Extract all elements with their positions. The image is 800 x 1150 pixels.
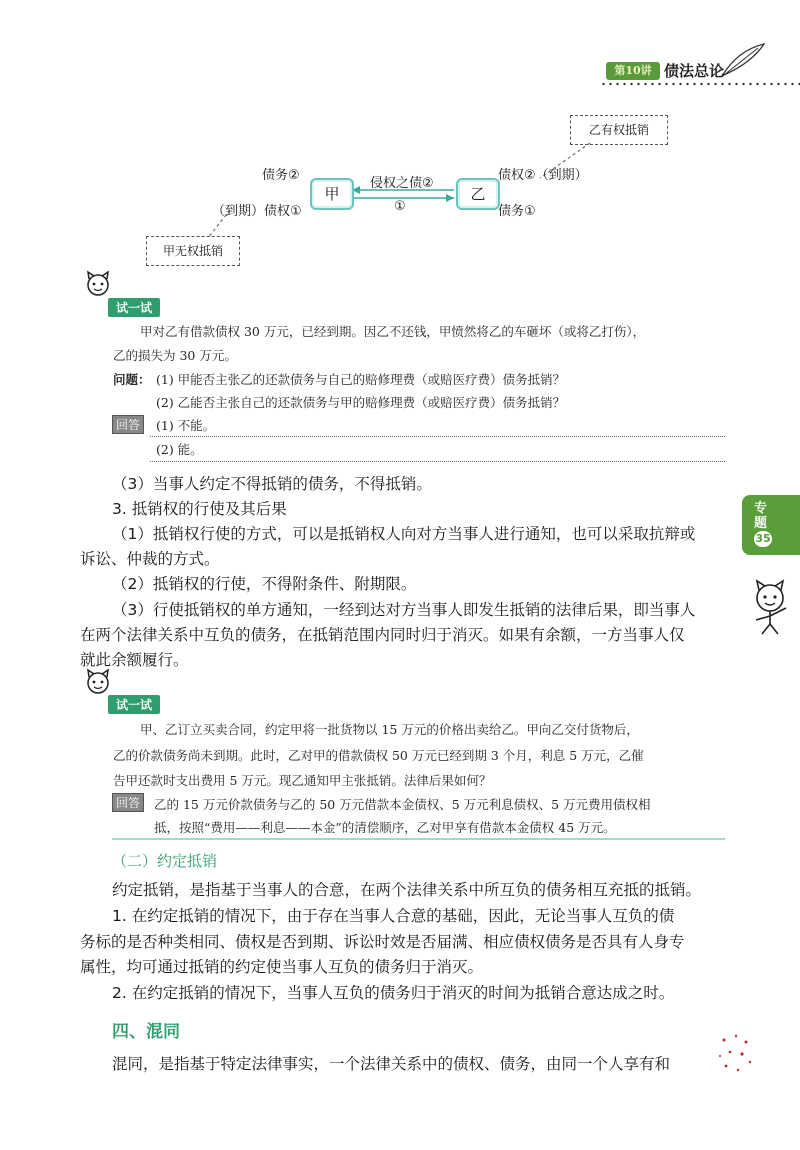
answer-text: 抵，按照“费用——利息——本金”的清偿顺序，乙对甲享有借款本金债权 45 万元。 xyxy=(154,820,616,835)
body-paragraph: （3）行使抵销权的单方通知，一经到达对方当事人即发生抵销的法律后果，即当事人 xyxy=(112,601,696,619)
answer-item: (1) 不能。 xyxy=(156,418,216,433)
mascot-side-icon xyxy=(748,578,798,636)
body-paragraph: 就此余额履行。 xyxy=(80,651,189,669)
try-it-tag: 试一试 xyxy=(108,298,160,317)
answer-tag: 回答 xyxy=(112,793,144,812)
diagram-note-left: 甲无权抵销 xyxy=(146,236,240,266)
subsection-heading: （二）约定抵销 xyxy=(112,852,218,870)
body-paragraph: 属性，均可通过抵销的约定使当事人互负的债务归于消灭。 xyxy=(80,958,484,976)
question-item: (1) 甲能否主张乙的还款债务与自己的赔修理费（或赔医疗费）债务抵销？ xyxy=(156,372,566,387)
dotted-rule xyxy=(150,436,725,437)
exercise-text: 乙的价款债务尚未到期。此时，乙对甲的借款债权 50 万元已经到期 3 个月，利息 5 万元，乙催 xyxy=(113,748,644,763)
body-paragraph: 诉讼、仲裁的方式。 xyxy=(80,550,220,568)
body-paragraph: （3）当事人约定不得抵销的债务，不得抵销。 xyxy=(112,475,432,493)
party-b-node: 乙 xyxy=(456,178,500,210)
a-debt-label: 债务② xyxy=(262,168,300,183)
body-paragraph: 1. 在约定抵销的情况下，由于存在当事人合意的基础，因此，无论当事人互负的债 xyxy=(112,907,675,925)
exercise-text: 甲、乙订立买卖合同，约定甲将一批货物以 15 万元的价格出卖给乙。甲向乙交付货物后， xyxy=(140,722,639,737)
answer-tag: 回答 xyxy=(112,415,144,434)
diagram-note-right: 乙有权抵销 xyxy=(570,115,668,145)
party-a-node: 甲 xyxy=(310,178,354,210)
answer-item: (2) 能。 xyxy=(156,442,203,457)
chapter-badge: 第10讲 xyxy=(606,62,660,80)
dotted-rule xyxy=(150,461,725,462)
topic-side-tab xyxy=(742,495,800,555)
running-header-title: 债法总论 xyxy=(664,62,725,80)
exercise-text: 甲对乙有借款债权 30 万元，已经到期。因乙不还钱，甲愤然将乙的车砸坏（或将乙打伤）， xyxy=(140,324,646,339)
side-tab-label: 专题 xyxy=(754,501,768,531)
side-tab-number: 35 xyxy=(755,532,771,545)
section-subheading: 3. 抵销权的行使及其后果 xyxy=(112,500,287,518)
body-paragraph: 约定抵销，是指基于当事人的合意，在两个法律关系中所互负的债务相互充抵的抵销。 xyxy=(112,881,702,899)
body-paragraph: 混同，是指基于特定法律事实，一个法律关系中的债权、债务，由同一个人享有和 xyxy=(112,1055,671,1073)
question-item: (2) 乙能否主张自己的还款债务与甲的赔修理费（或赔医疗费）债务抵销？ xyxy=(156,395,566,410)
header-dotted-rule xyxy=(600,82,800,86)
b-claim-label: 债权②（到期） xyxy=(498,168,588,183)
a-claim-label: （到期）债权① xyxy=(212,204,302,219)
seal-stamp-icon xyxy=(716,1030,756,1080)
answer-underline xyxy=(112,838,725,840)
feather-icon xyxy=(718,40,768,80)
b-debt-label: 债务① xyxy=(498,204,536,219)
exercise-text: 告甲还款时支出费用 5 万元。现乙通知甲主张抵销。法律后果如何？ xyxy=(113,773,492,788)
answer-text: 乙的 15 万元价款债务与乙的 50 万元借款本金债权、5 万元利息债权、5 万元费用债权相 xyxy=(154,797,651,812)
body-paragraph: 2. 在约定抵销的情况下，当事人互负的债务归于消灭的时间为抵销合意达成之时。 xyxy=(112,984,675,1002)
loan-debt-label: ① xyxy=(394,199,406,214)
section-heading: 四、混同 xyxy=(112,1022,180,1042)
body-paragraph: 在两个法律关系中互负的债务，在抵销范围内同时归于消灭。如果有余额，一方当事人仅 xyxy=(80,626,685,644)
body-paragraph: （2）抵销权的行使，不得附条件、附期限。 xyxy=(112,575,417,593)
body-paragraph: 务标的是否种类相同、债权是否到期、诉讼时效是否届满、相应债权债务是否具有人身专 xyxy=(80,933,685,951)
question-label: 问题： xyxy=(113,372,151,387)
try-it-tag: 试一试 xyxy=(108,695,160,714)
tort-debt-label: 侵权之债② xyxy=(370,176,434,191)
body-paragraph: （1）抵销权行使的方式，可以是抵销权人向对方当事人进行通知，也可以采取抗辩或 xyxy=(112,525,696,543)
exercise-text: 乙的损失为 30 万元。 xyxy=(113,348,237,363)
